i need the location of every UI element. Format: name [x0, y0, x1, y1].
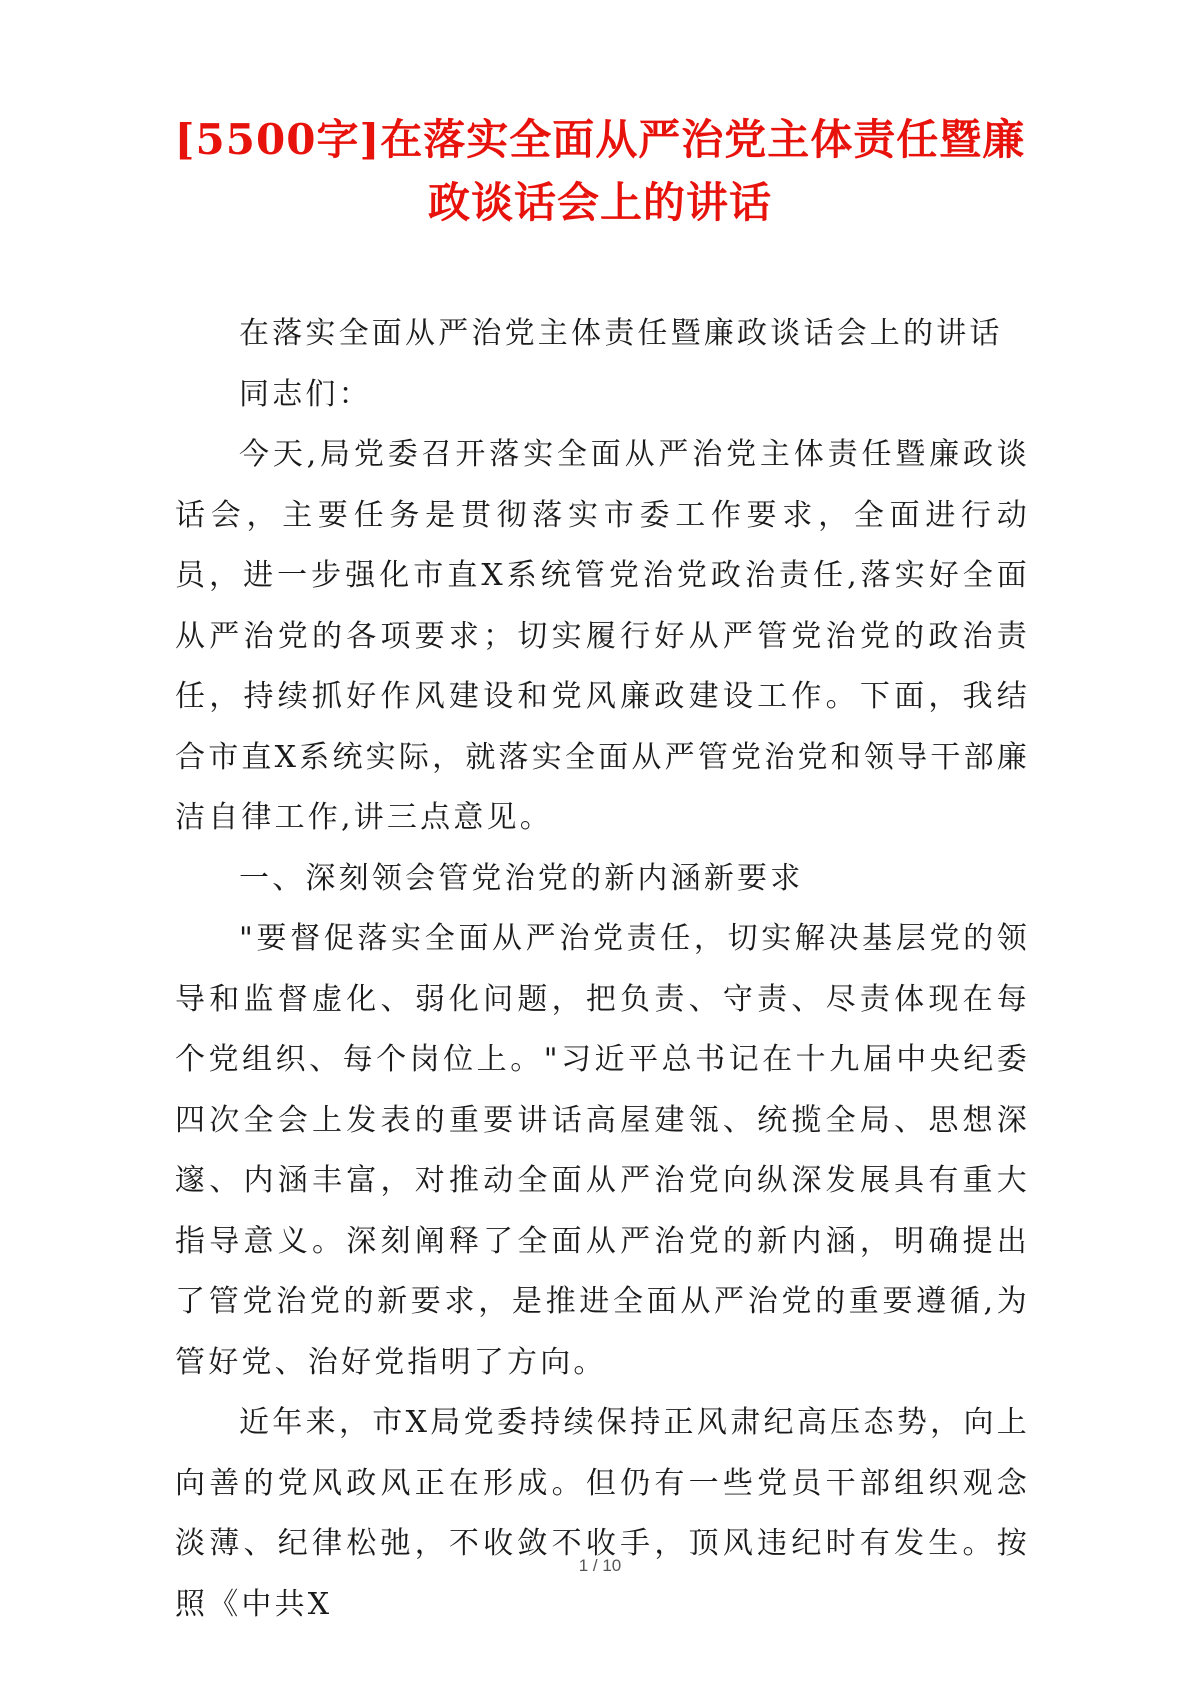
title-line-1: [5500字]在落实全面从严治党主体责任暨廉: [174, 115, 1026, 164]
document-title: [160, 108, 1040, 234]
page-number: 1 / 10: [578, 1556, 622, 1575]
title-line-2: 政谈话会上的讲话: [427, 178, 772, 227]
document-body: [175, 304, 1030, 1635]
speech-heading: 在落实全面从严治党主体责任暨廉政谈话会上的讲话: [239, 316, 1003, 351]
body-paragraph: 今天,局党委召开落实全面从严治党主体责任暨廉政谈话会，主要任务是贯彻落实市委工作要求，全面进行动员，进一步强化市直X系统管党治党政治责任,落实好全面从严治党的各项要求；切实履行好从严管党治党的政治责任，持续抓好作风建设和党风廉政建设工作。下面，我结合市直X系统实际，就落实全面从严管党治党和领导干部廉洁自律工作,讲三点意见。: [175, 437, 1030, 835]
body-paragraph: 近年来，市X局党委持续保持正风肃纪高压态势，向上向善的党风政风正在形成。但仍有一些党员干部组织观念淡薄、纪律松弛，不收敛不收手，顶风违纪时有发生。按照《中共X: [175, 1405, 1030, 1622]
section-heading: 一、深刻领会管党治党的新内涵新要求: [239, 860, 804, 896]
body-paragraph: "要督促落实全面从严治党责任，切实解决基层党的领导和监督虚化、弱化问题，把负责、守责、尽责体现在每个党组织、每个岗位上。"习近平总书记在十九届中央纪委四次全会上发表的重要讲话高屋建瓴、统揽全局、思想深邃、内涵丰富，对推动全面从严治党向纵深发展具有重大指导意义。深刻阐释了全面从严治党的新内涵，明确提出了管党治党的新要求，是推进全面从严治党的重要遵循,为管好党、治好党指明了方向。: [175, 921, 1030, 1380]
salutation: 同志们：: [239, 376, 372, 412]
